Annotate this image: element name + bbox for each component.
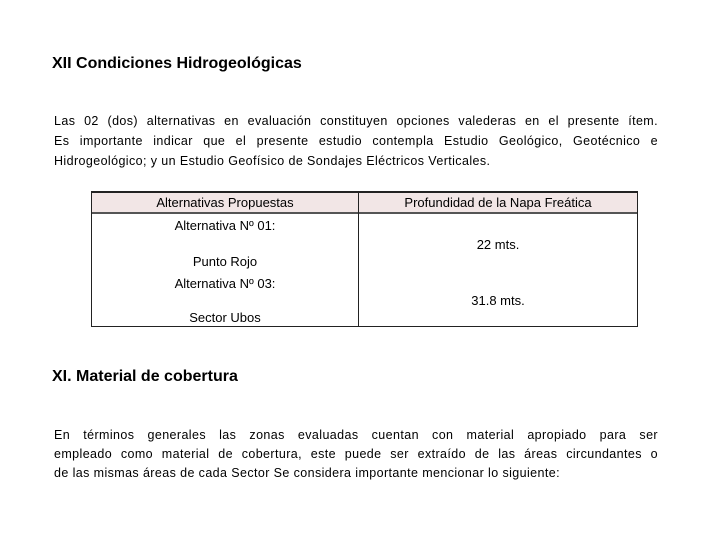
alternatives-table [91,191,638,327]
paragraph-line: Las 02 (dos) alternativas en evaluación constituyen opciones valederas en el presente ítem. [54,114,658,128]
table-cell-location: Sector Ubos [189,310,261,325]
paragraph-material-cobertura [54,426,658,483]
table-column-alternatives [91,191,359,327]
table-column-depth [358,191,638,327]
paragraph-line: de las mismas áreas de cada Sector Se considera importante mencionar lo siguiente: [54,466,560,480]
section-title-hidrogeologicas: XII Condiciones Hidrogeológicas [52,55,302,72]
paragraph-line: Hidrogeológico; y un Estudio Geofísico de Sondajes Eléctricos Verticales. [54,154,491,168]
paragraph-line: Es importante indicar que el presente estudio contempla Estudio Geológico, Geotécnico e [54,134,658,148]
table-cell-alternative: Alternativa Nº 03: [174,276,276,291]
table-cell-depth: 31.8 mts. [471,293,525,308]
table-cell-alternative: Alternativa Nº 01: [174,218,276,233]
paragraph-line: empleado como material de cobertura, este puede ser extraído de las áreas circundantes o [54,447,658,461]
paragraph-hidrogeologicas [54,111,658,171]
table-header-depth: Profundidad de la Napa Freática [359,191,637,214]
section-title-material-cobertura: XI. Material de cobertura [52,368,238,385]
table-cell-location: Punto Rojo [192,254,258,269]
table-header-alternatives: Alternativas Propuestas [92,191,358,214]
paragraph-line: En términos generales las zonas evaluadas cuentan con material apropiado para ser [54,428,658,442]
table-cell-depth: 22 mts. [476,237,520,252]
